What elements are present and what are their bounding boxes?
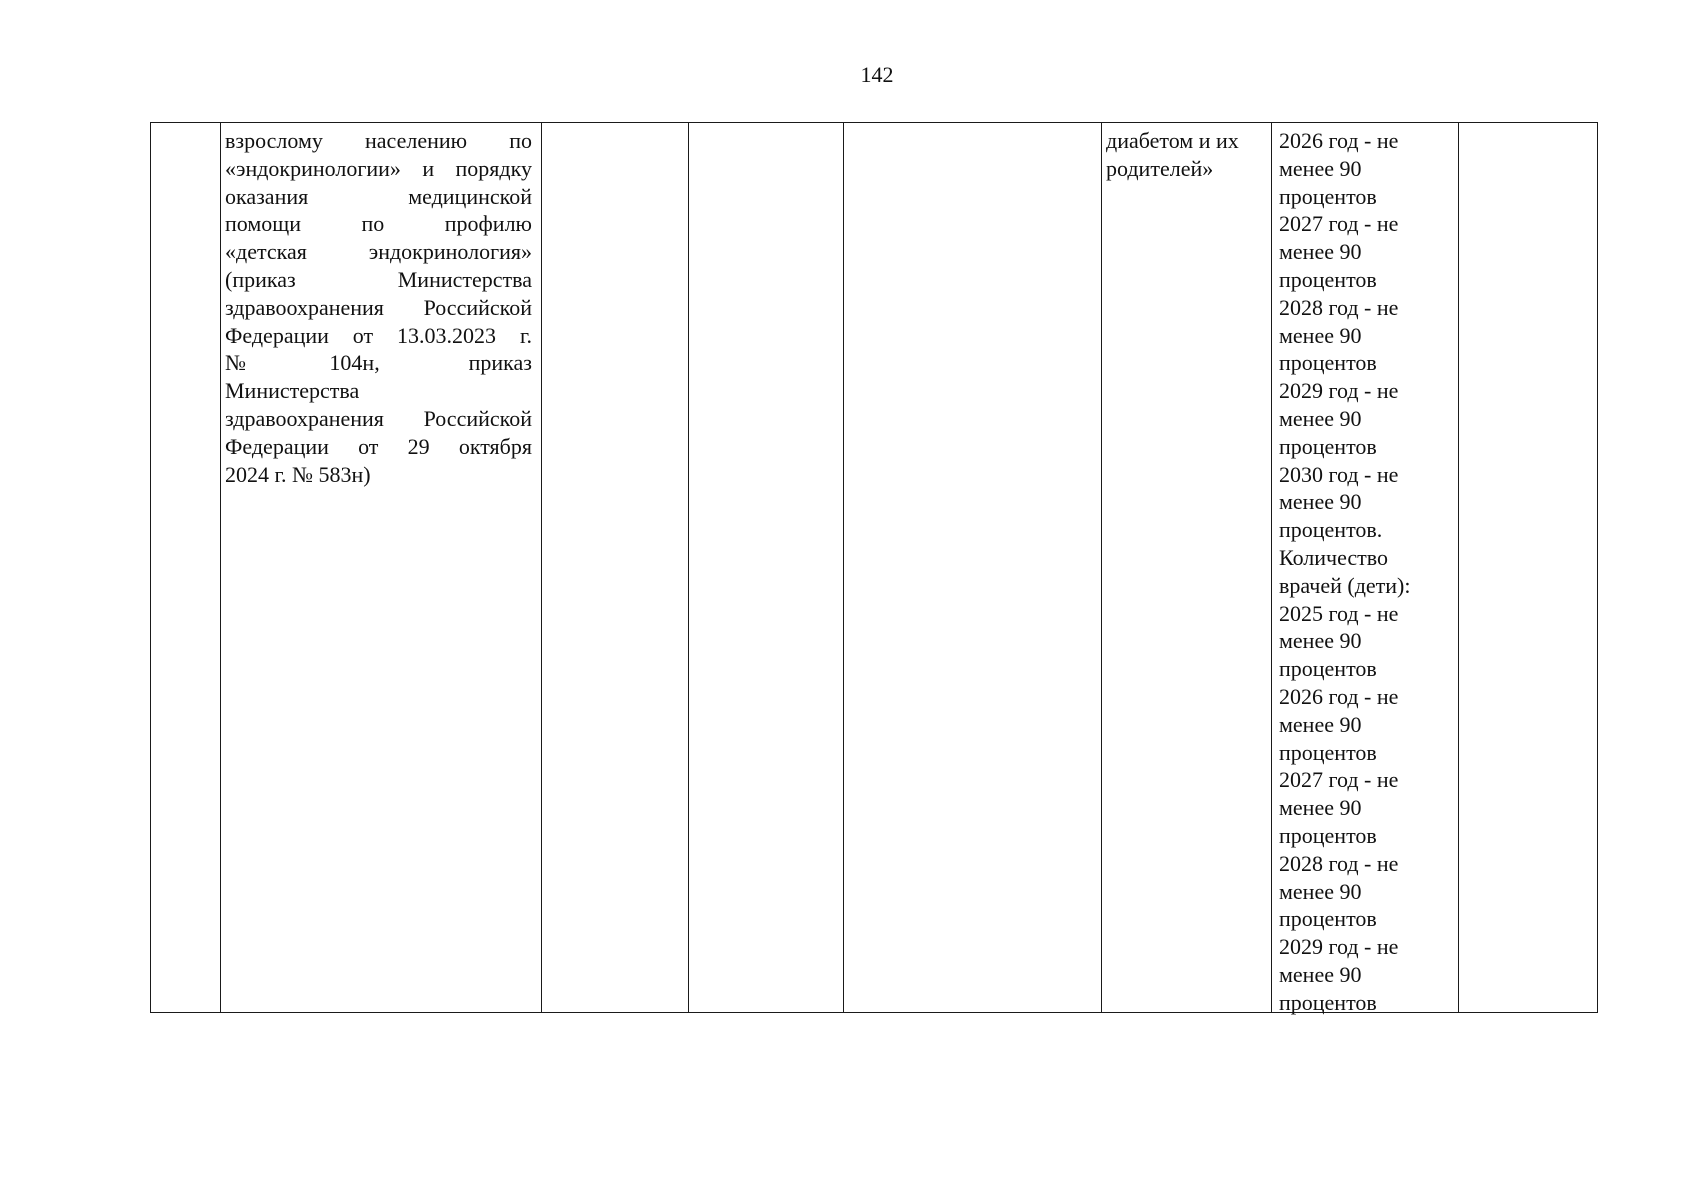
indicator-line: 2025 год - не	[1279, 600, 1399, 626]
page-number: 142	[860, 62, 894, 87]
indicator-line: менее 90	[1279, 961, 1362, 987]
indicator-line: менее 90	[1279, 711, 1362, 737]
indicator-line: процентов	[1279, 822, 1377, 848]
column-divider	[541, 123, 542, 1012]
indicator-line: менее 90	[1279, 405, 1362, 431]
legal-basis-line: «детская эндокринология»	[225, 239, 532, 265]
indicator-line: Количество	[1279, 544, 1389, 570]
indicator-line: процентов	[1279, 739, 1377, 765]
indicator-line: 2027 год - не	[1279, 767, 1399, 793]
indicator-line: процентов	[1279, 989, 1377, 1015]
indicator-line: процентов	[1279, 350, 1377, 376]
legal-basis-line: взрослому населению по	[225, 128, 532, 153]
indicator-line: менее 90	[1279, 322, 1362, 348]
legal-basis-line: помощи по профилю	[225, 211, 532, 237]
target-group-line: диабетом и их	[1106, 128, 1239, 153]
legal-basis-line: Министерства	[225, 378, 360, 404]
legal-basis-cell	[225, 127, 532, 488]
legal-basis-line: «эндокринологии» и порядку	[225, 155, 532, 181]
legal-basis-line: №104н, приказ	[225, 350, 532, 376]
indicator-line: врачей (дети):	[1279, 572, 1411, 598]
column-divider	[220, 123, 221, 1012]
column-divider	[843, 123, 844, 1012]
indicator-line: процентов	[1279, 183, 1377, 209]
indicator-cell	[1279, 127, 1459, 1017]
indicator-line: менее 90	[1279, 239, 1362, 265]
indicator-line: 2030 год - не	[1279, 461, 1399, 487]
legal-basis-line: 2024 г. № 583н)	[225, 461, 371, 487]
indicator-line: 2028 год - не	[1279, 294, 1399, 320]
legal-basis-line: здравоохранения Российской	[225, 294, 532, 320]
indicator-line: процентов	[1279, 266, 1377, 292]
indicator-line: 2026 год - не	[1279, 683, 1399, 709]
legal-basis-line: Федерации от 13.03.2023 г.	[225, 322, 532, 348]
target-group-line: родителей»	[1106, 155, 1214, 181]
target-group-cell	[1106, 127, 1266, 183]
indicator-line: 2026 год - не	[1279, 128, 1399, 153]
indicator-line: процентов.	[1279, 517, 1383, 543]
column-divider	[688, 123, 689, 1012]
indicator-line: 2028 год - не	[1279, 850, 1399, 876]
indicator-line: 2029 год - не	[1279, 378, 1399, 404]
indicator-line: менее 90	[1279, 628, 1362, 654]
document-table	[150, 122, 1598, 1013]
indicator-line: менее 90	[1279, 795, 1362, 821]
indicator-line: 2029 год - не	[1279, 934, 1399, 960]
indicator-line: менее 90	[1279, 878, 1362, 904]
legal-basis-line: (приказ Министерства	[225, 266, 532, 292]
legal-basis-line: оказания медицинской	[225, 183, 532, 209]
indicator-line: процентов	[1279, 656, 1377, 682]
indicator-line: 2027 год - не	[1279, 211, 1399, 237]
legal-basis-line: здравоохранения Российской	[225, 405, 532, 431]
column-divider	[1101, 123, 1102, 1012]
legal-basis-line: Федерации от 29 октября	[225, 433, 532, 459]
indicator-line: менее 90	[1279, 155, 1362, 181]
indicator-line: процентов	[1279, 906, 1377, 932]
indicator-line: процентов	[1279, 433, 1377, 459]
indicator-line: менее 90	[1279, 489, 1362, 515]
column-divider	[1271, 123, 1272, 1012]
